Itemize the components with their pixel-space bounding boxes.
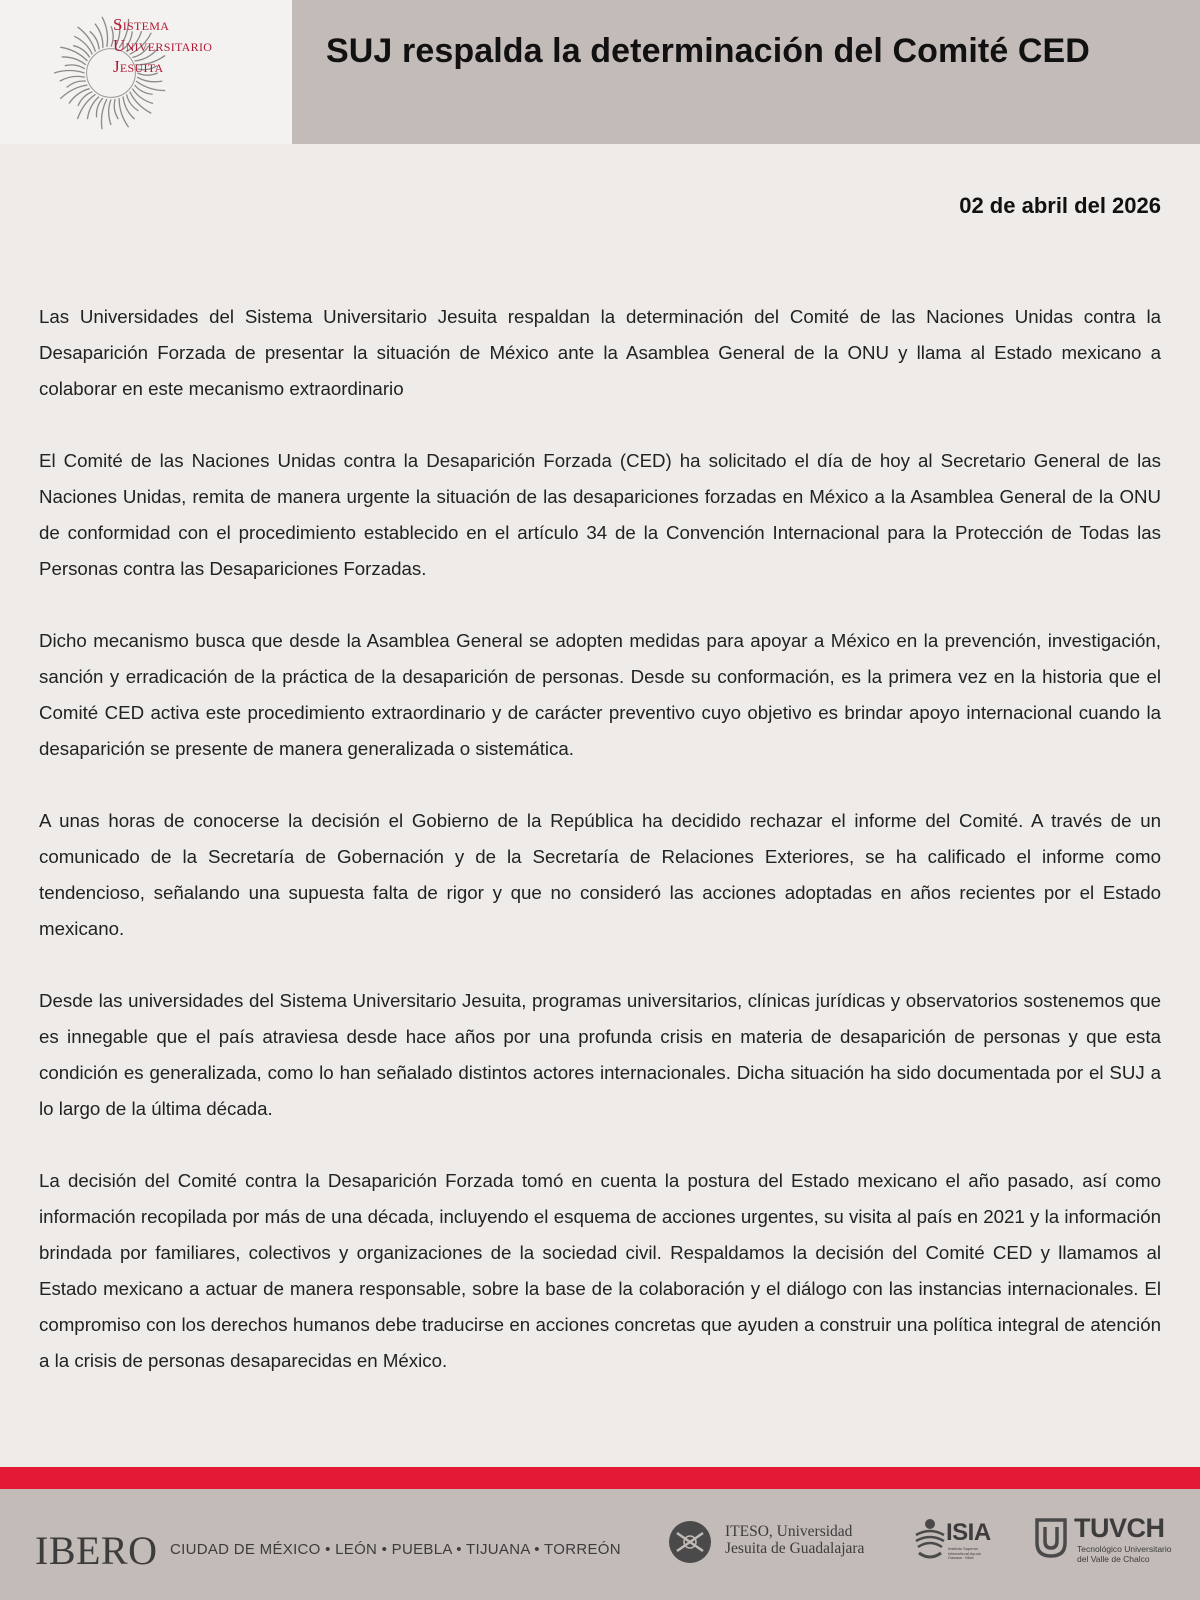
- iteso-emblem-icon: [667, 1519, 713, 1565]
- suj-logo: [0, 0, 292, 144]
- isia-logo-subtitle: Instituto Superior Intercultural Ayuuk Oaxaca · Mixe: [948, 1546, 981, 1560]
- logo-line: Sistema: [113, 15, 170, 34]
- tuvch-logo-name: TUVCH: [1074, 1513, 1165, 1543]
- red-divider-band: [0, 1467, 1200, 1489]
- paragraph: Las Universidades del Sistema Universitario Jesuita respaldan la determinación del Comité de las Naciones Unidas contra la Desaparición Forzada de presentar la situación de México ante la Asamblea General de la ONU y llama al Estado mexicano a colaborar en este mecanismo extraordinario: [39, 306, 1161, 399]
- publication-date: 02 de abril del 2026: [959, 193, 1161, 218]
- sun-ray: [69, 89, 90, 104]
- paragraph: A unas horas de conocerse la decisión el Gobierno de la República ha decidido rechazar el informe del Comité. A través de un comunicado de la Secretaría de Gobernación y de la Secretaría de Relaciones Exteriores, se ha calificado el informe como tendencioso, señalando una supuesta falta de rigor y que no consideró las acciones adoptadas en años recientes por el Estado mexicano.: [39, 810, 1161, 939]
- sun-ray: [78, 94, 96, 119]
- page-title: SUJ respalda la determinación del Comité CED: [326, 32, 1090, 70]
- iteso-line: Jesuita de Guadalajara: [725, 1540, 865, 1557]
- footer-logos: [0, 1489, 1200, 1600]
- ibero-logo: IBERO: [35, 1528, 158, 1573]
- sun-ray: [101, 99, 106, 129]
- sun-ray: [54, 71, 85, 73]
- tuvch-sub-line: Tecnológico Universitario: [1077, 1544, 1172, 1554]
- paragraph: El Comité de las Naciones Unidas contra la Desaparición Forzada (CED) ha solicitado el día de hoy al Secretario General de las Naciones Unidas, remita de manera urgente la situación de las desapariciones forzadas en México a la Asamblea General de la ONU de conformidad con el procedimiento establecido en el artículo 34 de la Convención Internacional para la Protección de Todas las Personas contra las Desapariciones Forzadas.: [39, 450, 1161, 579]
- iteso-line: ITESO, Universidad: [725, 1523, 853, 1540]
- tuvch-logo-subtitle: [1077, 1544, 1177, 1564]
- sun-ray: [136, 81, 165, 90]
- isia-emblem-icon: [913, 1517, 947, 1563]
- logo-wordmark: [113, 14, 212, 77]
- iteso-logo: [725, 1523, 864, 1557]
- paragraph: Dicho mecanismo busca que desde la Asamblea General se adopten medidas para apoyar a México en la prevención, investigación, sanción y erradicación de la práctica de la desaparición de personas. Desde su conformación, es la primera vez en la historia que el Comité CED activa este procedimiento extraordinario y de carácter preventivo cuyo objetivo es brindar apoyo internacional cuando la desaparición se presente de manera generalizada o sistemática.: [39, 630, 1161, 759]
- sun-ray: [109, 99, 111, 124]
- statement-body: [39, 299, 1161, 1415]
- sun-ray: [90, 31, 99, 49]
- sun-ray: [65, 65, 85, 69]
- ibero-cities: CIUDAD DE MÉXICO • LEÓN • PUEBLA • TIJUANA • TORREÓN: [170, 1541, 621, 1558]
- paragraph: La decisión del Comité contra la Desaparición Forzada tomó en cuenta la postura del Estado mexicano el año pasado, así como información recopilada por más de una década, incluyendo el esquema de acciones urgentes, su visita al país en 2021 y la información brindada por familiares, colectivos y organizaciones de la sociedad civil. Respaldamos la decisión del Comité CED y llamamos al Estado mexicano a actuar de manera responsable, sobre la base de la colaboración y el diálogo con las instancias internacionales. El compromiso con los derechos humanos debe traducirse en acciones concretas que ayuden a construir una política integral de atención a la crisis de personas desaparecidas en México.: [39, 1170, 1161, 1371]
- sun-ray: [62, 57, 86, 65]
- sun-ray: [130, 92, 152, 114]
- tuvch-sub-line: del Valle de Chalco: [1077, 1554, 1150, 1564]
- sun-ray: [95, 24, 103, 48]
- tuvch-emblem-icon: [1034, 1517, 1068, 1559]
- logo-line: Universitario: [113, 36, 213, 55]
- sun-ray: [114, 99, 118, 119]
- isia-logo-name: ISIA: [946, 1519, 991, 1546]
- sun-ray: [137, 77, 162, 82]
- header-banner: [0, 0, 1200, 144]
- paragraph: Desde las universidades del Sistema Universitario Jesuita, programas universitarios, clínicas jurídicas y observatorios sostenemos que es innegable que el país atraviesa desde hace años por una profunda crisis en materia de desaparición de personas y que esta condición es generalizada, como lo han señalado distintos actores internacionales. Dicha situación ha sido documentada por el SUJ a lo largo de la última década.: [39, 990, 1161, 1119]
- logo-line: Jesuita: [113, 57, 164, 76]
